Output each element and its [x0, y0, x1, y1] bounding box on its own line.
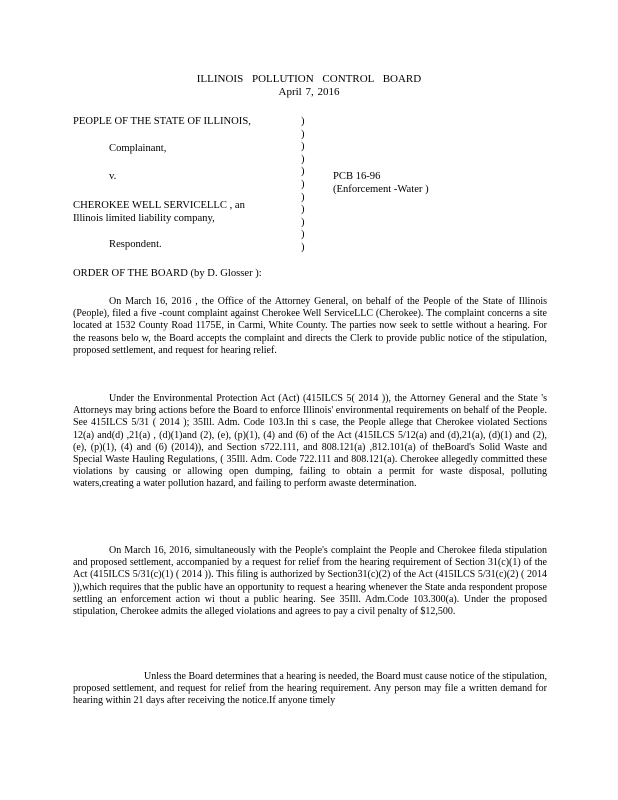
- plaintiff-name: PEOPLE OF THE STATE OF ILLINOIS,: [73, 116, 251, 127]
- defendant-description: Illinois limited liability company,: [73, 213, 215, 224]
- respondent-label: Respondent.: [109, 239, 162, 250]
- case-caption: [73, 116, 553, 256]
- defendant-name: CHEROKEE WELL SERVICELLC , an: [73, 200, 245, 211]
- complainant-label: Complainant,: [109, 143, 167, 154]
- paragraph-1: On March 16, 2016 , the Office of the Attorney General, on behalf of the People of the State of Illinois (People), filed a five -count complaint against Cherokee Well ServiceLLC (Cherokee). The complaint concerns a site located at 1532 County Road 1175E, in Carmi, White County. The parties now seek to settle without a hearing. For the reasons belo w, the Board accepts the complaint and directs the Clerk to provide public notice of the stipulation, proposed settlement, and request for hearing relief.: [73, 296, 547, 356]
- order-date: April 7, 2016: [278, 86, 340, 98]
- order-heading: ORDER OF THE BOARD (by D. Glosser ):: [73, 268, 262, 279]
- case-type: (Enforcement -Water ): [333, 184, 429, 195]
- versus-label: v.: [109, 171, 117, 182]
- paragraph-4: Unless the Board determines that a hearing is needed, the Board must cause notice of the stipulation, proposed settlement, and request for relief from the hearing requirement. Any person may file a written demand for hearing within 21 days after receiving the notice.If anyone timely: [73, 671, 547, 707]
- board-name: ILLINOIS POLLUTION CONTROL BOARD: [196, 73, 422, 85]
- document-header: [0, 73, 618, 99]
- caption-parentheses: ) ) ) ) ) ) ) ) ) ) ): [301, 116, 305, 253]
- paragraph-3: On March 16, 2016, simultaneously with the People's complaint the People and Cherokee fileda stipulation and proposed settlement, accompanied by a request for relief from the hearing requirement of Section 31(c)(1) of the Act (415ILCS 5/31(c)(1) ( 2014 )). This filing is authorized by Section31(c)(2) of the Act (415ILCS 5/31(c)(2) ( 2014 )),which requires that the public have an opportunity to request a hearing whenever the State anda respondent propose settling an enforcement action wi thout a public hearing. See 35Ill. Adm.Code 103.300(a). Under the proposed stipulation, Cherokee admits the alleged violations and agrees to pay a civil penalty of $12,500.: [73, 545, 547, 618]
- case-number: PCB 16-96: [333, 171, 381, 182]
- paragraph-2: Under the Environmental Protection Act (Act) (415ILCS 5( 2014 )), the Attorney General and the State 's Attorneys may bring actions before the Board to enforce Illinois' environmental requirements on behalf of the People. See 415ILCS 5/31 ( 2014 ); 35Ill. Adm. Code 103.In thi s case, the People allege that Cherokee violated Sections 12(a) and(d) ,21(a) , (d)(1)and (2), (e), (p)(1), (4) and (6) of the Act (415ILCS 5/12(a) and (d),21(a), (d)(1) and (2), (e), (p)(1), (4) and (6) (2014)), and Section s722.111, and 808.121(a) ,812.101(a) of theBoard's Solid Waste and Special Waste Hauling Regulations, ( 35Ill. Adm. Code 722.111 and 808.121(a). Cherokee allegedly committed these violations by causing or allowing open dumping, failing to obtain a permit for waste disposal, polluting waters,creating a water pollution hazard, and failing to perform awaste determination.: [73, 393, 547, 490]
